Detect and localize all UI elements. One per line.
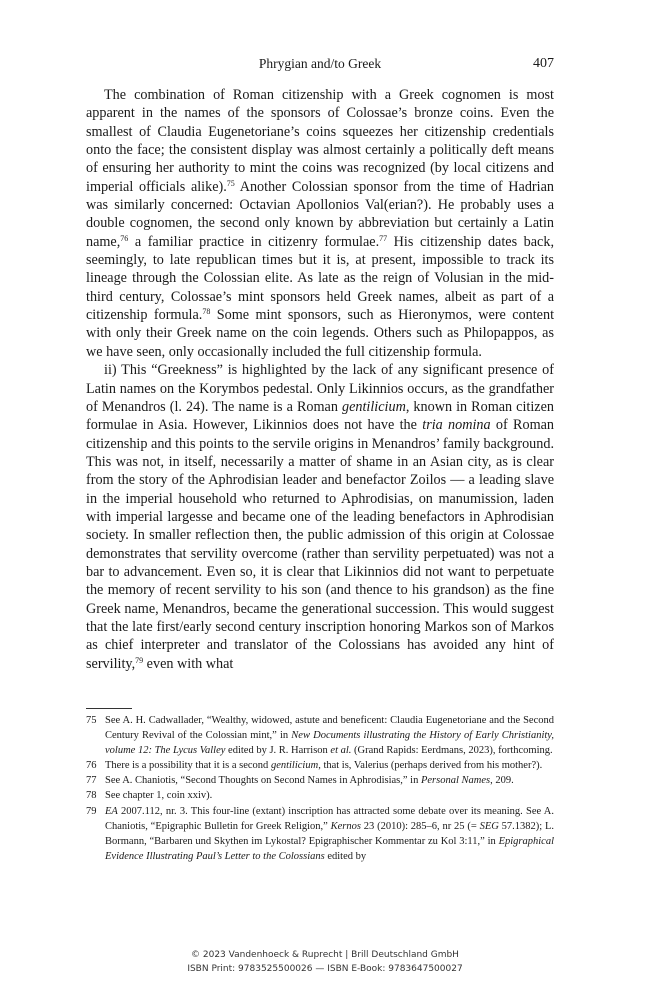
- text-run: 2007.112, nr. 3. This four-line (extant) inscription has attracted some debate over its meaning. See A. Chaniotis, “Epigraphic Bulletin for Greek Religion,”: [105, 805, 554, 832]
- footnote-text: [105, 773, 554, 788]
- text-run: There is a possibility that it is a second: [105, 760, 271, 772]
- text-run: Some mint sponsors, such as Hieronymos, were content with only their Greek name on the coin legends. Others such as Philopappos, as we have seen, only occasionally included the full citizenship formula.: [86, 307, 555, 360]
- footnote-number: 78: [86, 790, 97, 802]
- footnote-ref-77: 77: [379, 233, 388, 243]
- footnote-number: 76: [86, 760, 97, 772]
- text-run: , 209.: [490, 775, 514, 787]
- footnote-text: [105, 804, 554, 864]
- text-run: See chapter 1, coin xxiv).: [105, 790, 213, 802]
- text-run: edited by J. R. Harrison: [225, 745, 331, 757]
- italic-abbrev: EA: [105, 805, 118, 817]
- isbn-line: ISBN Print: 9783525500026 — ISBN E-Book: 9783647500027: [187, 964, 463, 974]
- italic-abbrev: SEG: [479, 820, 499, 832]
- paragraph-coin-sponsors: [86, 86, 554, 361]
- footnote-text: [105, 758, 554, 773]
- footnote-79: [86, 804, 554, 864]
- text-run: even with what: [143, 655, 234, 672]
- running-head: [86, 56, 554, 76]
- text-run: The combination of Roman citizenship with a Greek cognomen is most apparent in the names of the sponsors of Colossae’s bronze coins. Even the smallest of Claudia Eugenetoriane’s coins squeezes her citizenship credentials onto the face; the consistent display was almost certainly a politically deft means of ensuring her authority to mint the coins was recognized (by local citizens and imperial officials alike).: [86, 87, 554, 195]
- body-text: [86, 86, 554, 673]
- italic-term: gentilicium: [341, 398, 406, 415]
- page-number: 407: [533, 56, 554, 71]
- footnote-ref-75: 75: [226, 178, 235, 188]
- text-run: a familiar practice in citizenry formulae.: [128, 233, 380, 250]
- footnote-77: [86, 773, 554, 788]
- footnote-ref-76: 76: [120, 233, 129, 243]
- text-run: , that is, Valerius (perhaps derived from his mother?).: [318, 760, 543, 772]
- italic-title: New Documents illustrating the History of Early Christianity, volume 12: The Lycus Valley: [105, 730, 554, 757]
- footnote-number: 79: [86, 805, 97, 817]
- copyright-line: © 2023 Vandenhoeck & Ruprecht | Brill Deutschland GmbH: [191, 950, 459, 960]
- footnote-76: [86, 758, 554, 773]
- footnotes: [86, 713, 554, 864]
- footnote-text: [105, 713, 554, 758]
- italic-term: et al.: [330, 745, 352, 757]
- footnote-75: [86, 713, 554, 758]
- text-run: Another Colossian sponsor from the time of Hadrian was similarly concerned: Octavian Apollonios Val(erian?). He probably uses a double cognomen, the second only known by abbreviation but certainly a Latin name,: [86, 178, 554, 250]
- text-run: edited by: [324, 850, 367, 862]
- text-run: of Roman citizenship and this points to the servile origins in Menandros’ family background. This was not, in itself, necessarily a matter of shame in an Asian city, as is clear from the story of the Aphrodisian leader and benefactor Zoilos — a leading slave in the imperial household who returned to Aphrodisias, on manumission, laden with imperial largesse and became one of the leading benefactors in Aphrodisian society. In smaller reflection then, the public admission of this origin at Colossae demonstrates that servility overcome (rather than servility perpetuated) was not a bar to advancement. Even so, it is clear that Likinnios did not want to perpetuate the memory of recent servility to his son (and thence to his grandson) as the fine Greek name, Menandros, became the generational succession. This would suggest that the late first/early second century inscription honoring Markos son of Markos as chief interpreter and translator of the Colossians has avoided any hint of servility,: [86, 417, 554, 672]
- text-run: 57.1382); L. Bormann, “Barbaren und Skythen im Lykostal? Epigraphischer Kommentar zu Kol 3:11,” in: [105, 820, 555, 847]
- italic-title: Kernos: [330, 820, 361, 832]
- italic-title: Epigraphical Evidence Illustrating Paul’s Letter to the Colossians: [105, 835, 554, 862]
- text-run: ii) This “Greekness” is highlighted by the lack of any significant presence of Latin names on the Korymbos pedestal. Only Likinnios occurs, as the grandfather of Menandros (l. 24). The name is a Roman: [86, 362, 554, 415]
- footnote-number: 77: [86, 775, 97, 787]
- copyright-footer: [0, 948, 650, 976]
- footnote-number: 75: [86, 715, 97, 726]
- footnote-ref-78: 78: [202, 307, 211, 317]
- paragraph-greekness: [86, 361, 554, 673]
- text-run: See A. Chaniotis, “Second Thoughts on Second Names in Aphrodisias,” in: [105, 775, 421, 787]
- text-run: See A. H. Cadwallader, “Wealthy, widowed, astute and beneficent: Claudia Eugenetoriane and the Second Century Revival of the Colossian mint,” in: [105, 715, 554, 742]
- text-run: , known in Roman citizen formulae in Asia. However, Likinnios does not have the: [86, 398, 554, 434]
- italic-title: Personal Names: [420, 775, 491, 787]
- text-run: (Grand Rapids: Eerdmans, 2023), forthcoming.: [351, 745, 553, 757]
- footnote-text: [105, 788, 554, 803]
- italic-term: gentilicium: [270, 760, 319, 772]
- text-run: His citizenship dates back, seemingly, to late republican times but it is, at present, impossible to track its lineage through the Colossian elite. As late as the reign of Volusian in the mid-third century, Colossae’s mint sponsors held Greek names, albeit as part of a citizenship formula.: [86, 233, 554, 324]
- italic-term: tria nomina: [422, 417, 491, 434]
- footnote-rule: [86, 708, 132, 709]
- text-run: 23 (2010): 285–6, nr 25 (=: [360, 820, 480, 832]
- footnote-78: [86, 788, 554, 803]
- footnote-ref-79: 79: [135, 655, 144, 665]
- running-title: Phrygian and/to Greek: [258, 56, 382, 71]
